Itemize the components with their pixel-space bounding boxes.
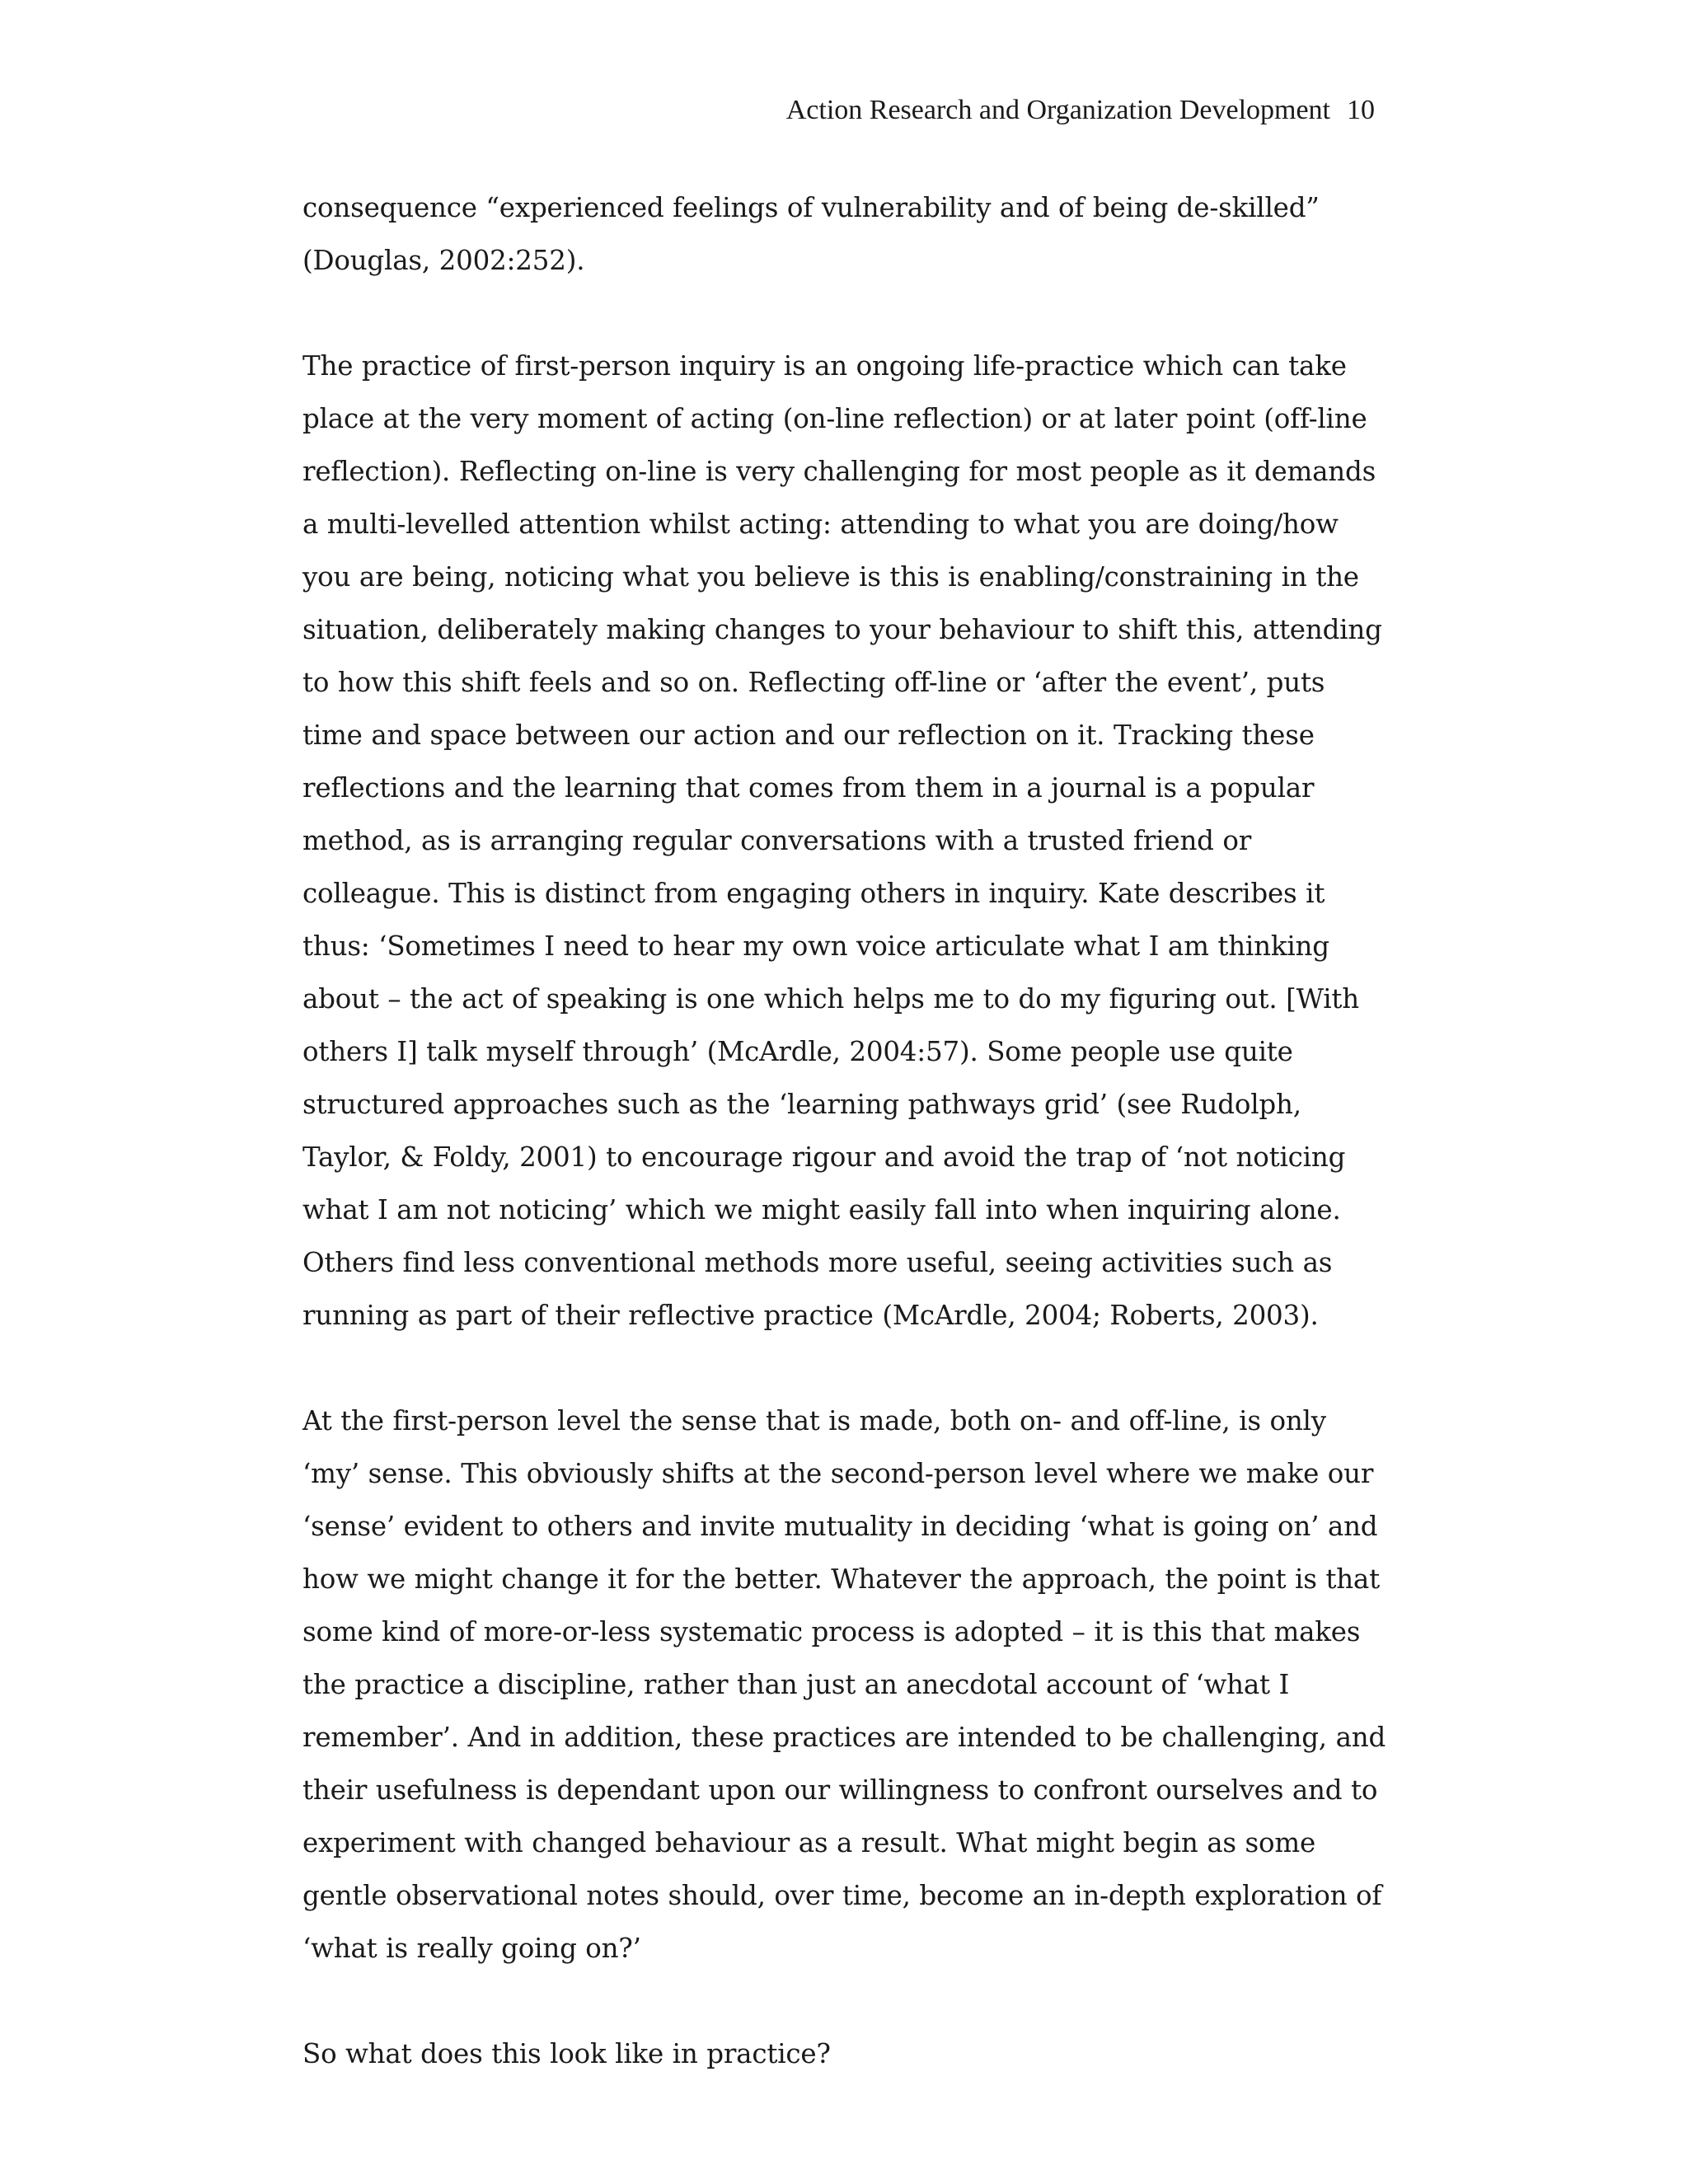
running-header [786,92,1375,129]
paragraph-citation-continuation: consequence “experienced feelings of vulnerability and of being de-skilled” (Douglas, 2002:252). [302,192,1320,276]
running-title: Action Research and Organization Development [785,95,1330,125]
body-text [302,181,1390,2080]
paragraph-second-person-level: At the first-person level the sense that is made, both on- and off-line, is only ‘my’ sense. This obviously shifts at the second-person level where we make our ‘sense’ evident to others and invite mutuality in deciding ‘what is going on’ and how we might change it for the better. Whatever the approach, the point is that some kind of more-or-less systematic process is adopted – it is this that makes the practice a discipline, rather than just an anecdotal account of ‘what I remember’. And in addition, these practices are intended to be challenging, and their usefulness is dependant upon our willingness to confront ourselves and to experiment with changed behaviour as a result. What might begin as some gentle observational notes should, over time, become an in-depth exploration of ‘what is really going on?’ [302,1405,1386,1964]
page-number: 10 [1347,95,1375,125]
paragraph-first-person-inquiry: The practice of first-person inquiry is an ongoing life-practice which can take place at the very moment of acting (on-line reflection) or at later point (off-line reflection). Reflecting on-line is very challenging for most people as it demands a multi-levelled attention whilst acting: attending to what you are doing/how you are being, noticing what you believe is this is enabling/constraining in the situation, deliberately making changes to your behaviour to shift this, attending to how this shift feels and so on. Reflecting off-line or ‘after the event’, puts time and space between our action and our reflection on it. Tracking these reflections and the learning that comes from them in a journal is a popular method, as is arranging regular conversations with a trusted friend or colleague. This is distinct from engaging others in inquiry. Kate describes it thus: ‘Sometimes I need to hear my own voice articulate what I am thinking about – the act of speaking is one which helps me to do my figuring out. [With others I] talk myself through’ (McArdle, 2004:57). Some people use quite structured approaches such as the ‘learning pathways grid’ (see Rudolph, Taylor, & Foldy, 2001) to encourage rigour and avoid the trap of ‘not noticing what I am not noticing’ which we might easily fall into when inquiring alone. Others find less conventional methods more useful, seeing activities such as running as part of their reflective practice (McArdle, 2004; Roberts, 2003). [302,350,1382,1331]
paragraph-practice-question: So what does this look like in practice? [302,2038,831,2069]
